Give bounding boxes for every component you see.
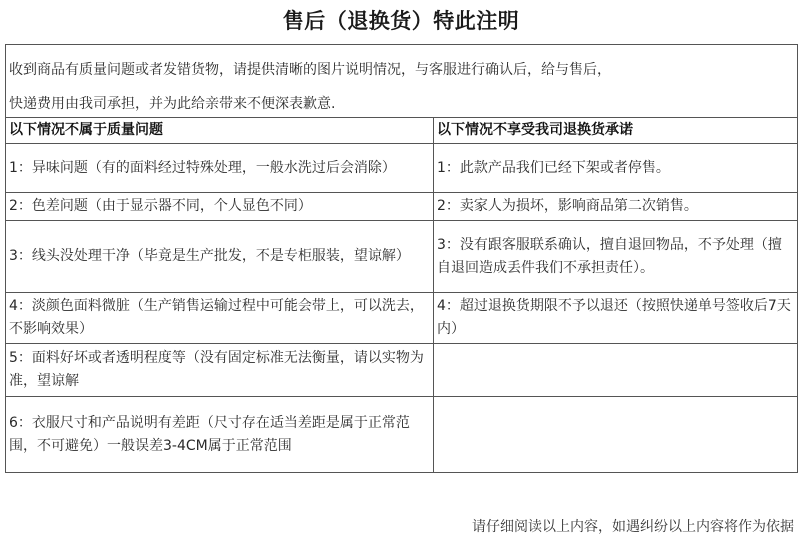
right-item-4: 4：超过退换货期限不予以退还（按照快递单号签收后7天内）	[434, 293, 798, 344]
table-row	[6, 221, 798, 293]
table-row	[6, 193, 798, 221]
right-item-5	[434, 344, 798, 397]
left-item-5: 5：面料好坏或者透明程度等（没有固定标准无法衡量，请以实物为准，望谅解	[6, 344, 434, 397]
intro-line-1: 收到商品有质量问题或者发错货物，请提供清晰的图片说明情况，与客服进行确认后，给与售后，	[9, 61, 611, 78]
left-item-4: 4：淡颜色面料微脏（生产销售运输过程中可能会带上，可以洗去，不影响效果）	[6, 293, 434, 344]
header-right: 以下情况不享受我司退换货承诺	[434, 118, 798, 144]
left-item-6: 6：衣服尺寸和产品说明有差距（尺寸存在适当差距是属于正常范围，不可避免）一般误差3-4CM属于正常范围	[6, 397, 434, 473]
header-left: 以下情况不属于质量问题	[6, 118, 434, 144]
intro-row	[6, 45, 798, 118]
table-row	[6, 293, 798, 344]
left-item-3: 3：线头没处理干净（毕竟是生产批发，不是专柜服装，望谅解）	[6, 221, 434, 293]
table-row	[6, 344, 798, 397]
left-item-1: 1：异味问题（有的面料经过特殊处理，一般水洗过后会消除）	[6, 144, 434, 193]
right-item-6	[434, 397, 798, 473]
left-item-2: 2：色差问题（由于显示器不同，个人显色不同）	[6, 193, 434, 221]
footer-note: 请仔细阅读以上内容，如遇纠纷以上内容将作为依据	[472, 519, 794, 535]
table-row	[6, 144, 798, 193]
right-item-1: 1：此款产品我们已经下架或者停售。	[434, 144, 798, 193]
header-row	[6, 118, 798, 144]
table-row	[6, 397, 798, 473]
right-item-2: 2：卖家人为损坏，影响商品第二次销售。	[434, 193, 798, 221]
intro-line-2: 快递费用由我司承担，并为此给亲带来不便深表歉意.	[9, 95, 336, 112]
right-item-3: 3：没有跟客服联系确认，擅自退回物品，不予处理（擅自退回造成丢件我们不承担责任）。	[434, 221, 798, 293]
intro-cell	[6, 45, 798, 118]
page-title: 售后（退换货）特此注明	[282, 8, 520, 33]
policy-table	[5, 44, 798, 473]
